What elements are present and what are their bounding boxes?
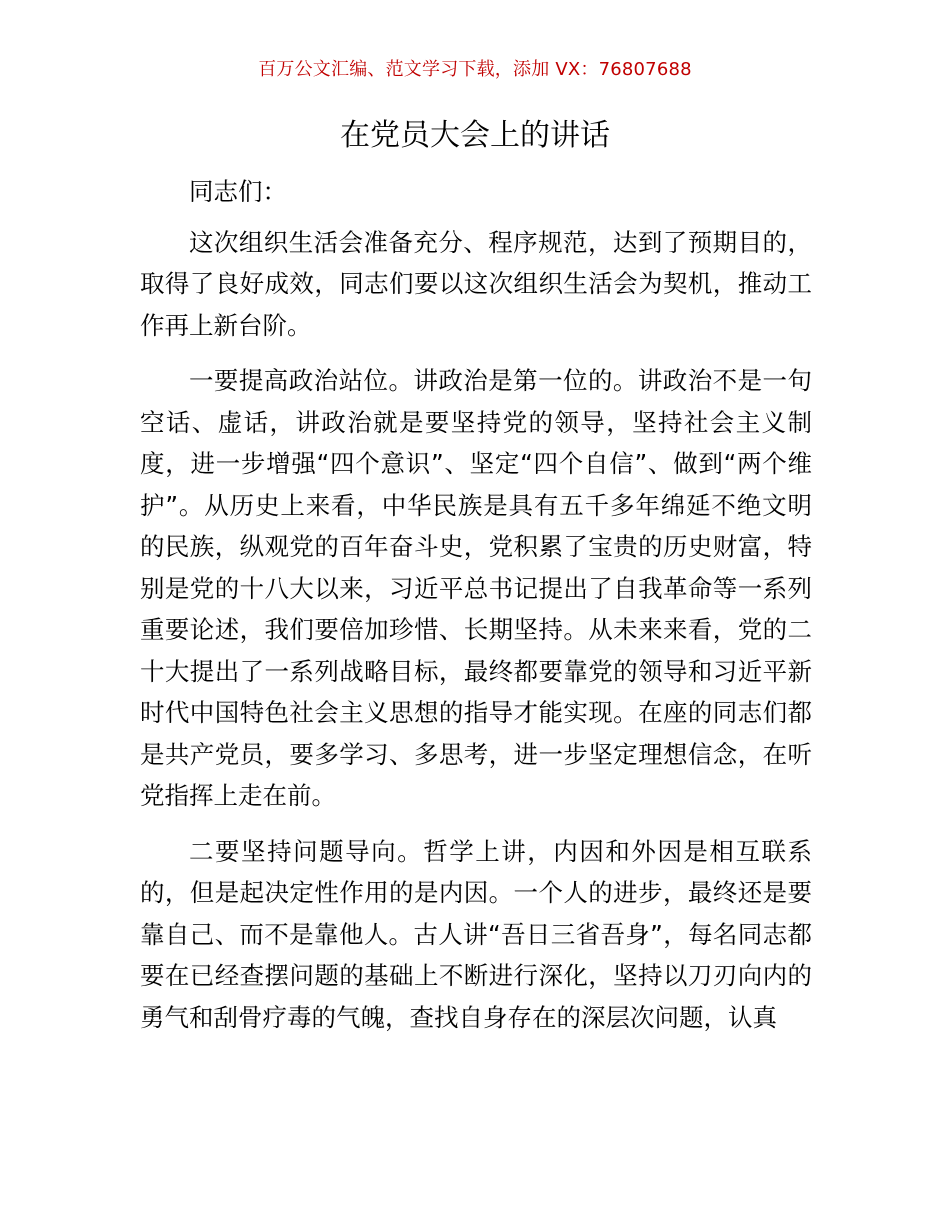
paragraph-1: 这次组织生活会准备充分、程序规范，达到了预期目的，取得了良好成效，同志们要以这次组织生活会为契机，推动工作再上新台阶。 xyxy=(140,227,812,340)
document-body xyxy=(140,171,812,1052)
document-title: 在党员大会上的讲话 xyxy=(340,118,610,153)
salutation: 同志们： xyxy=(189,177,287,206)
header-watermark-note: 百万公文汇编、范文学习下载，添加 VX：76807688 xyxy=(258,59,692,80)
paragraph-2: 一要提高政治站位。讲政治是第一位的。讲政治不是一句空话、虚话，讲政治就是要坚持党的领导，坚持社会主义制度，进一步增强“四个意识”、坚定“四个自信”、做到“两个维护”。从历史上来看，中华民族是具有五千多年绵延不绝文明的民族，纵观党的百年奋斗史，党积累了宝贵的历史财富，特别是党的十八大以来，习近平总书记提出了自我革命等一系列重要论述，我们要倍加珍惜、长期坚持。从未来来看，党的二十大提出了一系列战略目标，最终都要靠党的领导和习近平新时代中国特色社会主义思想的指导才能实现。在座的同志们都是共产党员，要多学习、多思考，进一步坚定理想信念，在听党指挥上走在前。 xyxy=(140,366,812,810)
paragraph-3: 二要坚持问题导向。哲学上讲，内因和外因是相互联系的，但是起决定性作用的是内因。一个人的进步，最终还是要靠自己、而不是靠他人。古人讲“吾日三省吾身”，每名同志都要在已经查摆问题的基础上不断进行深化，坚持以刀刃向内的勇气和刮骨疗毒的气魄，查找自身存在的深层次问题，认真 xyxy=(140,836,812,1032)
